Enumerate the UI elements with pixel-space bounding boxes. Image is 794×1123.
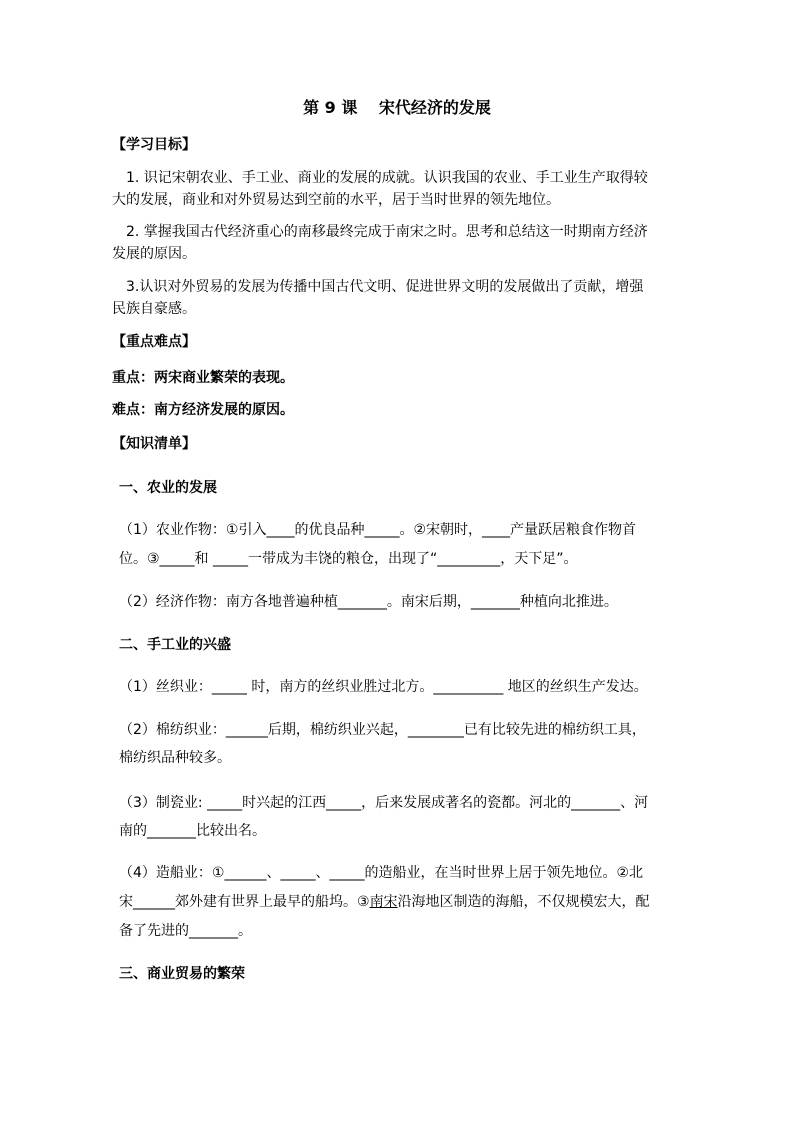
- section-1-heading: 一、农业的发展: [119, 480, 217, 496]
- page-title: 第 9 课 宋代经济的发展: [303, 98, 491, 117]
- goals-heading: 【学习目标】: [112, 137, 196, 153]
- goal-item-1-line-1: 1. 识记宋朝农业、手工业、商业的发展的成就。认识我国的农业、手工业生产取得较: [126, 170, 648, 186]
- sec2-para4-line3: 备了先进的_______。: [119, 923, 252, 939]
- difficult-point: 难点：南方经济发展的原因。: [112, 402, 294, 418]
- sec2-para4-line2: [119, 892, 650, 912]
- sec2-para3-line2: 南的_______比较出名。: [119, 823, 266, 839]
- keypoints-heading: 【重点难点】: [112, 334, 196, 350]
- section-3-heading: 三、商业贸易的繁荣: [119, 966, 245, 982]
- goal-item-3-line-1: 3.认识对外贸易的发展为传播中国古代文明、促进世界文明的发展做出了贡献，增强: [126, 279, 644, 295]
- goal-item-1-line-2: 大的发展，商业和对外贸易达到空前的水平，居于当时世界的领先地位。: [112, 192, 560, 208]
- goal-item-2-line-2: 发展的原因。: [112, 246, 196, 262]
- sec2-para2-line2: 棉纺织品种较多。: [119, 750, 231, 766]
- sec1-para2: （2）经济作物：南方各地普遍种植_______。南宋后期，_______种植向北推进。: [119, 594, 618, 610]
- goal-item-2-line-1: 2. 掌握我国古代经济重心的南移最终完成于南宋之时。思考和总结这一时期南方经济: [126, 224, 648, 240]
- sec2-para4-line1: （4）造船业：①______、_____、_____的造船业，在当时世界上居于领先地位。②北: [119, 865, 644, 881]
- goal-item-3-line-2: 民族自豪感。: [112, 301, 196, 317]
- sec1-para1-line1: （1）农业作物：①引入____的优良品种_____。②宋朝时，____产量跃居粮食作物首: [119, 522, 637, 538]
- sec2-para2-line1: （2）棉纺织业：______后期，棉纺织业兴起，________已有比较先进的棉纺织工具，: [119, 722, 646, 738]
- section-2-heading: 二、手工业的兴盛: [119, 637, 231, 653]
- sec1-para1-line2: 位。③_____和 _____一带成为丰饶的粮仓，出现了“_________，天下足”。: [119, 551, 578, 567]
- key-point: 重点：两宋商业繁荣的表现。: [112, 370, 294, 386]
- sec2-para4-line2-rest: 沿海地区制造的海船，不仅规模宏大，配: [397, 894, 650, 910]
- southern-song-underlined: 南宋: [369, 894, 398, 910]
- knowledge-heading: 【知识清单】: [112, 436, 196, 452]
- sec2-para1: （1）丝织业：_____ 时，南方的丝织业胜过北方。__________ 地区的丝织生产发达。: [119, 679, 648, 695]
- sec2-para4-line2-start: 宋______郊外建有世界上最早的船坞。③: [119, 894, 370, 910]
- sec2-para3-line1: （3）制瓷业: _____时兴起的江西_____，后来发展成著名的瓷都。河北的_______、河: [119, 795, 649, 811]
